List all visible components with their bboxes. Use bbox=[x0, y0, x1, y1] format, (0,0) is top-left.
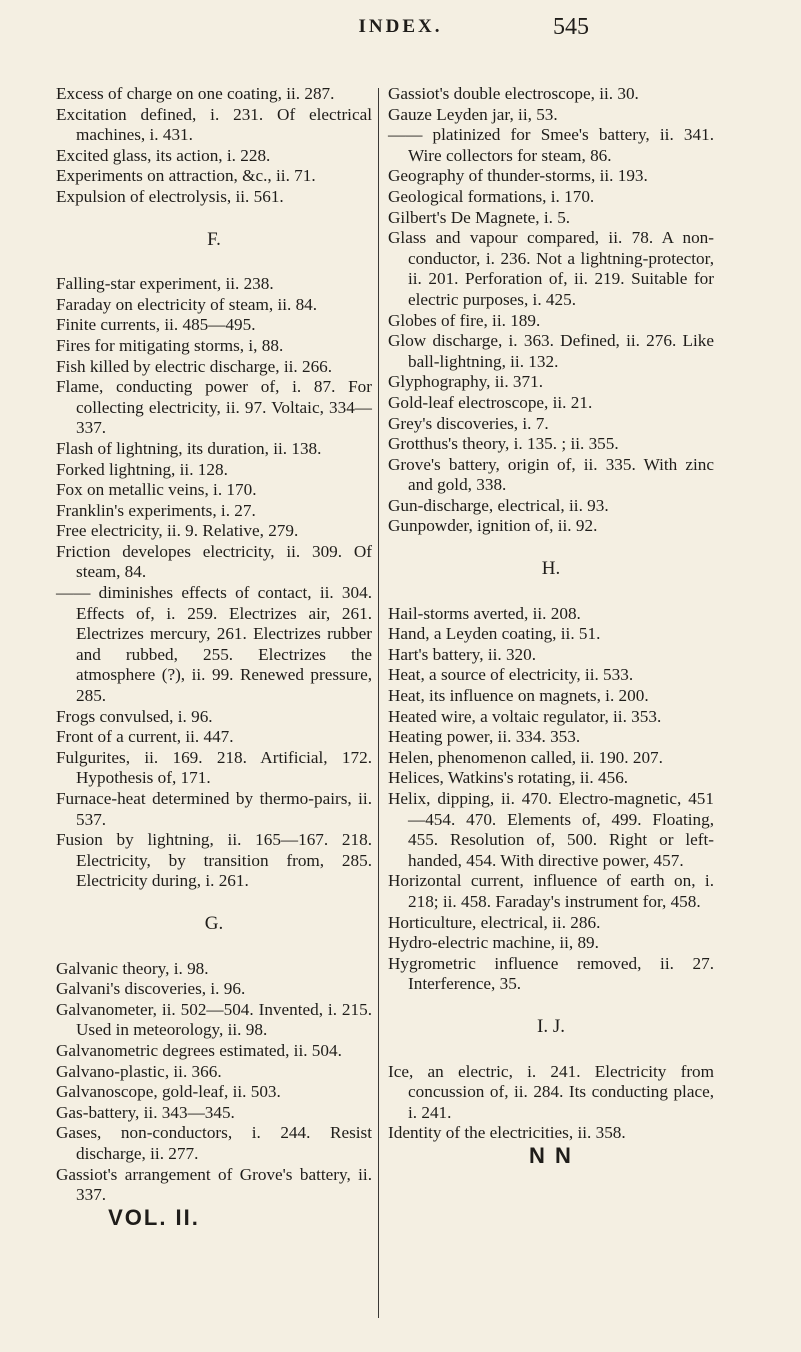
index-entry: Gun-discharge, electrical, ii. 93. bbox=[388, 495, 609, 515]
index-entry: Furnace-heat determined by thermo-pairs, ii. 537. bbox=[56, 789, 372, 829]
page-header bbox=[0, 16, 801, 56]
page-number: 545 bbox=[553, 14, 589, 40]
index-entry: Excitation defined, i. 231. Of electrical machines, i. 431. bbox=[56, 104, 372, 145]
index-entry: Glow discharge, i. 363. Defined, ii. 276. Like ball-lightning, ii. 132. bbox=[388, 331, 714, 371]
section-letter-g: G. bbox=[204, 912, 224, 934]
index-entry: Geological formations, i. 170. bbox=[388, 186, 595, 206]
index-entry: Flash of lightning, its duration, ii. 138. bbox=[56, 438, 322, 458]
index-entry: Free electricity, ii. 9. Relative, 279. bbox=[56, 521, 299, 541]
index-entry: Frogs convulsed, i. 96. bbox=[56, 706, 213, 726]
index-entry: Hail-storms averted, ii. 208. bbox=[388, 603, 581, 623]
index-entry: Helen, phenomenon called, ii. 190. 207. bbox=[388, 747, 663, 767]
index-entry: Grey's discoveries, i. 7. bbox=[388, 413, 549, 433]
index-entry: Grove's battery, origin of, ii. 335. With zinc and gold, 338. bbox=[388, 454, 714, 495]
index-entry: Galvano-plastic, ii. 366. bbox=[56, 1061, 222, 1081]
index-entry: Gas-battery, ii. 343—345. bbox=[56, 1102, 235, 1122]
index-entry: Helices, Watkins's rotating, ii. 456. bbox=[388, 768, 629, 788]
index-entry: Fulgurites, ii. 169. 218. Artificial, 172. Hypothesis of, 171. bbox=[56, 747, 372, 788]
index-entry: Hygrometric influence removed, ii. 27. Interference, 35. bbox=[388, 953, 714, 994]
index-entry: Hart's battery, ii. 320. bbox=[388, 644, 537, 664]
index-entry: Galvanoscope, gold-leaf, ii. 503. bbox=[56, 1082, 281, 1102]
entries-g-continued bbox=[388, 84, 714, 537]
section-letter-f: F. bbox=[207, 228, 221, 250]
index-entry: Gases, non-conductors, i. 244. Resist discharge, ii. 277. bbox=[56, 1123, 372, 1163]
index-entry: Flame, conducting power of, i. 87. For collecting electricity, ii. 97. Voltaic, 334—337. bbox=[56, 377, 372, 438]
index-entry: Horticulture, electrical, ii. 286. bbox=[388, 912, 601, 932]
section-letter-h: H. bbox=[541, 558, 561, 580]
index-entry: Fox on metallic veins, i. 170. bbox=[56, 480, 257, 500]
index-entry: Hydro-electric machine, ii, 89. bbox=[388, 933, 599, 953]
index-entry: Finite currents, ii. 485—495. bbox=[56, 315, 256, 335]
page-title: INDEX. bbox=[358, 16, 443, 37]
entries-e bbox=[56, 84, 372, 208]
index-entry: Heat, a source of electricity, ii. 533. bbox=[388, 665, 634, 685]
entries-h bbox=[388, 604, 714, 995]
index-entry: Excess of charge on one coating, ii. 287. bbox=[56, 84, 335, 103]
index-entry: Glyphography, ii. 371. bbox=[388, 372, 543, 392]
right-column bbox=[388, 84, 714, 1167]
index-entry: Heating power, ii. 334. 353. bbox=[388, 727, 581, 747]
volume-footer: VOL. II. bbox=[108, 1204, 200, 1230]
index-entry: —— diminishes effects of contact, ii. 304. Effects of, i. 259. Electrizes air, 261. Electrizes mercury, 261. Electrizes rubber and rubbed, 255. Electrizes the atmosphere (?), ii. 99. Renewed pressure, 285. bbox=[56, 583, 372, 706]
index-entry: Grotthus's theory, i. 135. ; ii. 355. bbox=[388, 434, 619, 454]
index-entry: Gold-leaf electroscope, ii. 21. bbox=[388, 392, 593, 412]
index-entry: Ice, an electric, i. 241. Electricity from concussion of, ii. 284. Its conducting place, i. 241. bbox=[388, 1061, 714, 1122]
signature-footer: N N bbox=[529, 1142, 573, 1168]
left-column bbox=[56, 84, 372, 1228]
index-entry: Geography of thunder-storms, ii. 193. bbox=[388, 166, 648, 186]
entries-f bbox=[56, 274, 372, 892]
section-letter-ij: I. J. bbox=[537, 1015, 565, 1037]
index-entry: Helix, dipping, ii. 470. Electro-magnetic, 451—454. 470. Elements of, 499. Floating, 455. Resolution of, 500. Right or left-handed, 454. With directive power, 457. bbox=[388, 789, 714, 870]
entries-ij bbox=[388, 1062, 714, 1144]
index-entry: Experiments on attraction, &c., ii. 71. bbox=[56, 166, 316, 186]
index-entry: Excited glass, its action, i. 228. bbox=[56, 145, 271, 165]
index-entry: Gauze Leyden jar, ii, 53. bbox=[388, 104, 558, 124]
index-entry: Gunpowder, ignition of, ii. 92. bbox=[388, 516, 598, 536]
index-entry: Fires for mitigating storms, i, 88. bbox=[56, 335, 284, 355]
index-entry: Fish killed by electric discharge, ii. 266. bbox=[56, 356, 333, 376]
index-entry: Gilbert's De Magnete, i. 5. bbox=[388, 207, 571, 227]
index-entry: Galvanic theory, i. 98. bbox=[56, 958, 209, 978]
index-entry: Globes of fire, ii. 189. bbox=[388, 310, 541, 330]
index-entry: Heated wire, a voltaic regulator, ii. 353. bbox=[388, 706, 662, 726]
index-entry: Expulsion of electrolysis, ii. 561. bbox=[56, 186, 284, 206]
index-entry: Front of a current, ii. 447. bbox=[56, 727, 234, 747]
index-entry: Hand, a Leyden coating, ii. 51. bbox=[388, 624, 601, 644]
index-entry: —— platinized for Smee's battery, ii. 341. Wire collectors for steam, 86. bbox=[388, 125, 714, 165]
index-entry: Falling-star experiment, ii. 238. bbox=[56, 274, 274, 294]
index-entry: Galvanometer, ii. 502—504. Invented, i. 215. Used in meteorology, ii. 98. bbox=[56, 999, 372, 1040]
index-entry: Friction developes electricity, ii. 309. Of steam, 84. bbox=[56, 541, 372, 582]
index-entry: Identity of the electricities, ii. 358. bbox=[388, 1123, 626, 1143]
index-entry: Glass and vapour compared, ii. 78. A non-conductor, i. 236. Not a lightning-protector, ii. 201. Perforation of, ii. 219. Suitable for electric purposes, i. 425. bbox=[388, 228, 714, 309]
index-entry: Gassiot's arrangement of Grove's battery, ii. 337. bbox=[56, 1164, 372, 1205]
index-entry: Fusion by lightning, ii. 165—167. 218. Electricity, by transition from, 285. Electricity during, i. 261. bbox=[56, 830, 372, 891]
index-entry: Gassiot's double electroscope, ii. 30. bbox=[388, 84, 639, 103]
entries-g bbox=[56, 959, 372, 1206]
index-entry: Galvani's discoveries, i. 96. bbox=[56, 979, 246, 999]
column-divider bbox=[378, 88, 379, 1318]
index-entry: Franklin's experiments, i. 27. bbox=[56, 500, 256, 520]
index-entry: Faraday on electricity of steam, ii. 84. bbox=[56, 294, 318, 314]
index-entry: Forked lightning, ii. 128. bbox=[56, 459, 228, 479]
index-entry: Galvanometric degrees estimated, ii. 504. bbox=[56, 1040, 342, 1060]
index-entry: Horizontal current, influence of earth on, i. 218; ii. 458. Faraday's instrument for, 458. bbox=[388, 871, 714, 911]
index-entry: Heat, its influence on magnets, i. 200. bbox=[388, 686, 649, 706]
